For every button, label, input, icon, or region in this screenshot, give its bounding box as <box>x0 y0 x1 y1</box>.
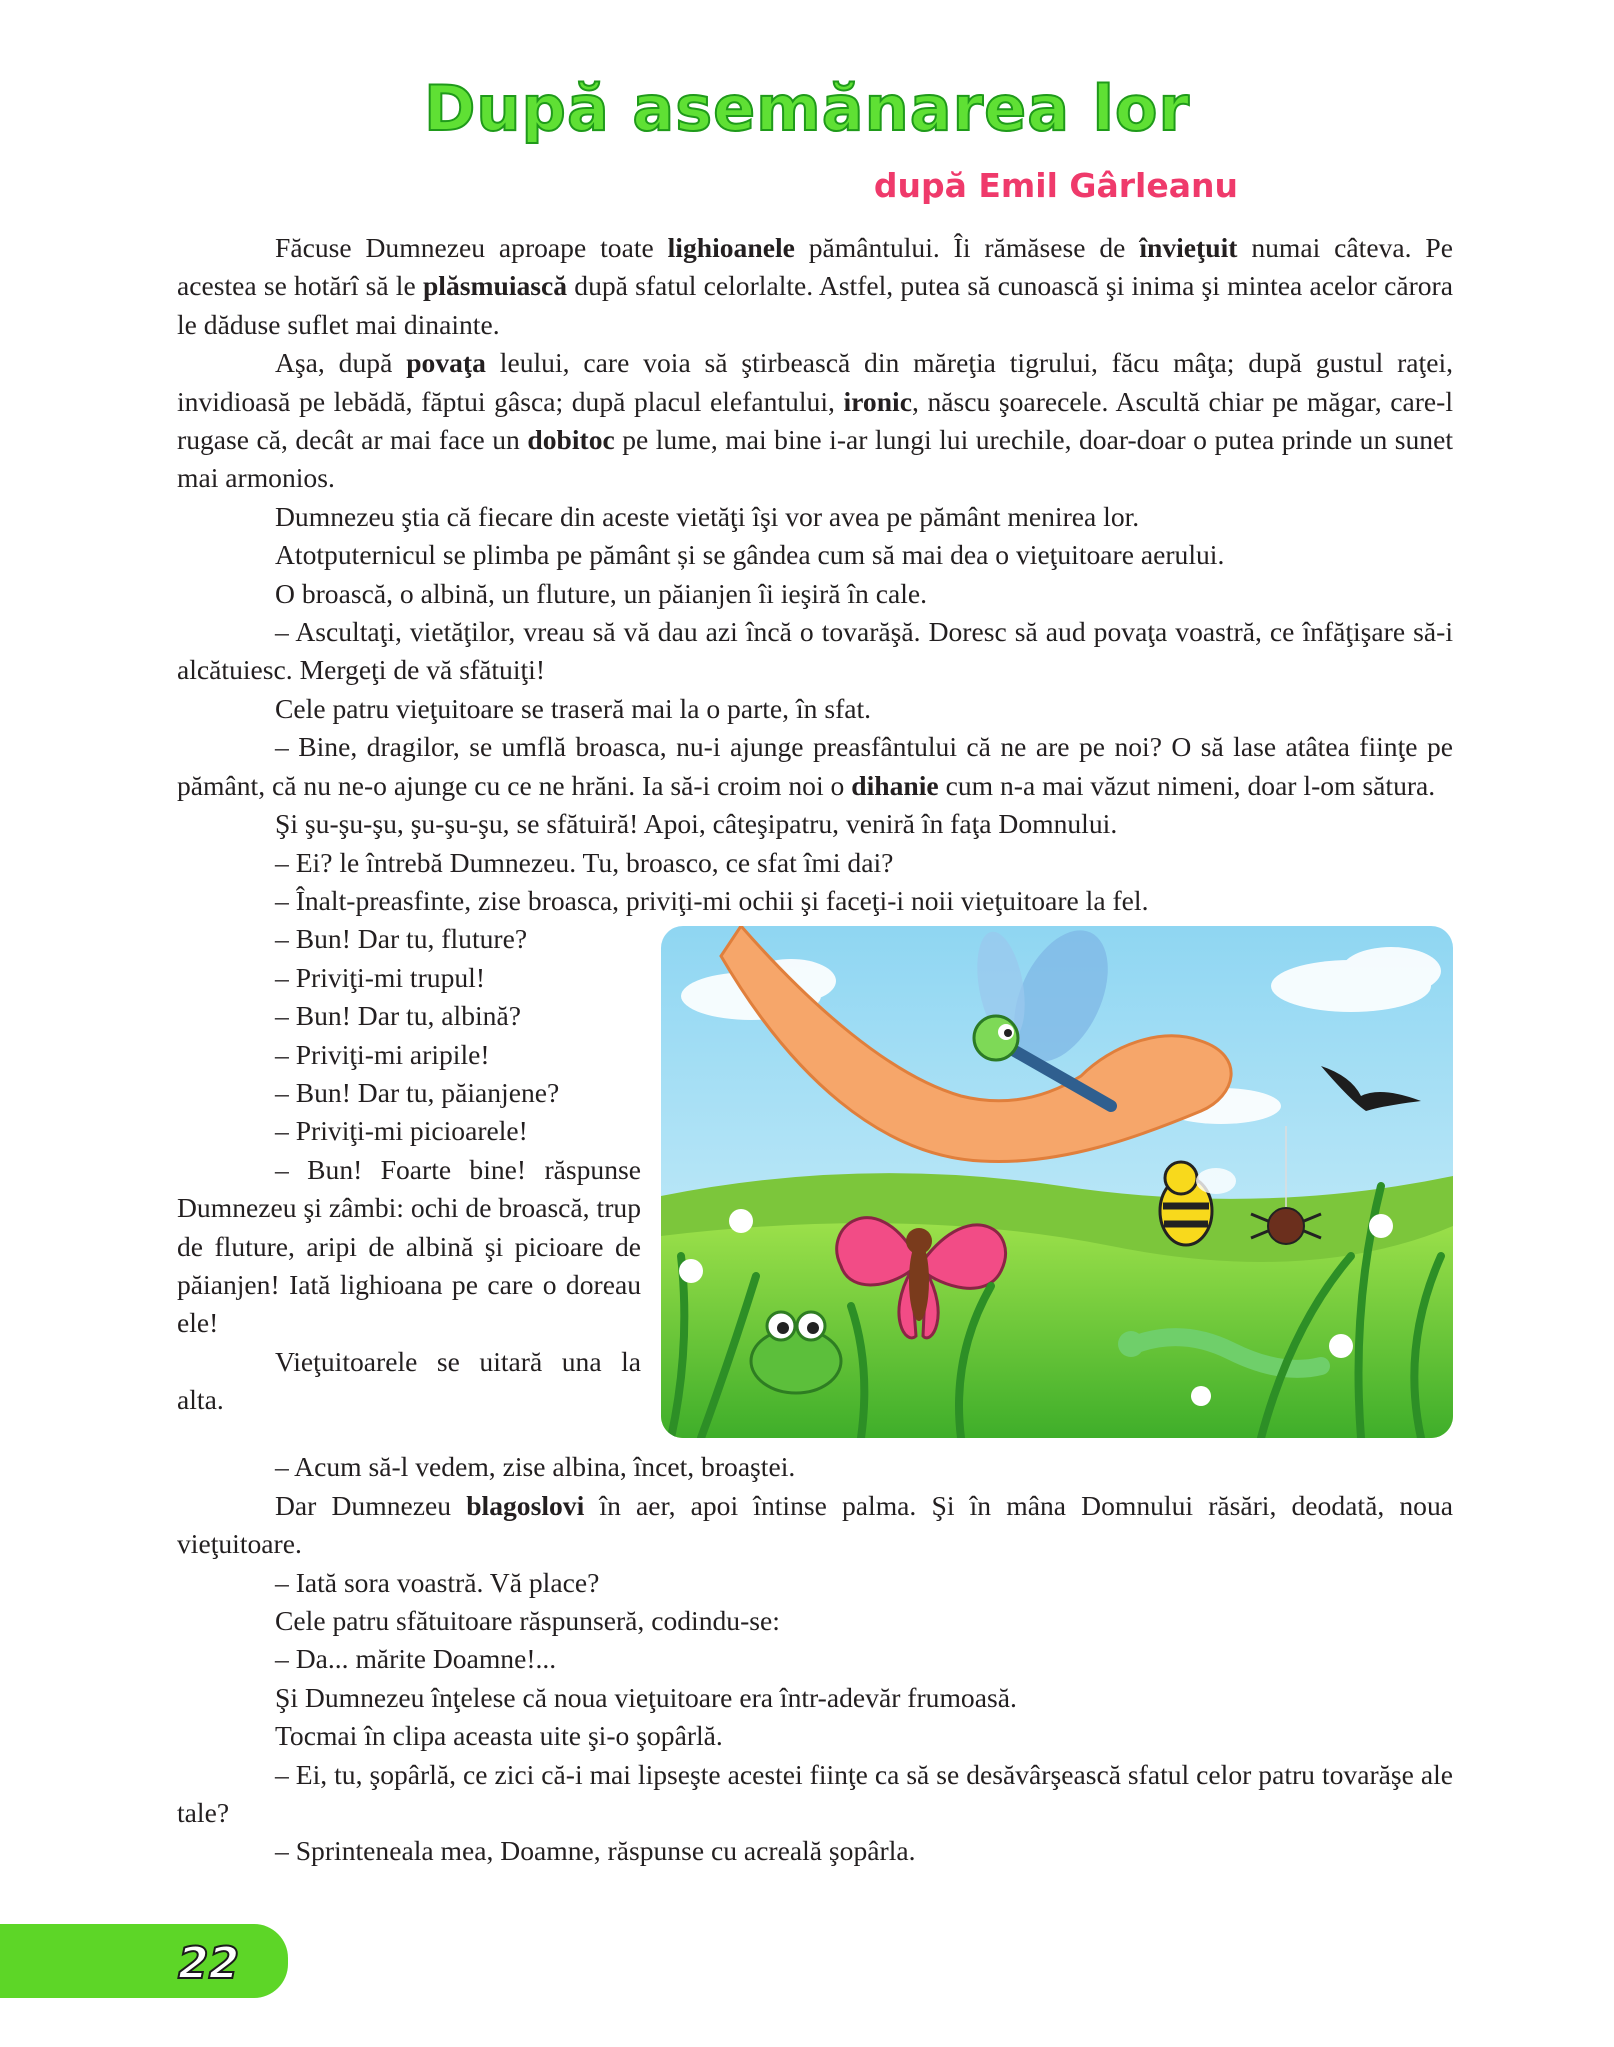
paragraph: Şi Dumnezeu înţelese că noua vieţuitoare era într-adevăr frumoasă. <box>275 1681 1017 1713</box>
paragraph: – Da... mărite Doamne!... <box>275 1643 557 1675</box>
paragraph: – Bun! Dar tu, albină? <box>275 1000 521 1032</box>
paragraph: Făcuse Dumnezeu aproape toate lighioanele pământului. Îi rămăsese de învieţuit numai câteva. Pe acestea se hotărî să le plăsmuiască după sfatul celorlalte. Astfel, putea să cunoască şi inima şi mintea acelor cărora le dăduse suflet mai dinainte. <box>177 232 1453 340</box>
page-title: După asemănarea lor <box>423 72 1191 145</box>
glossary-term: blagoslovi <box>466 1489 585 1521</box>
story-text <box>177 229 1453 1871</box>
paragraph: Şi şu-şu-şu, şu-şu-şu, se sfătuiră! Apoi, câteşipatru, veniră în faţa Domnului. <box>275 808 1118 840</box>
text-section-top <box>177 229 1453 920</box>
glossary-term: învieţuit <box>1139 232 1238 263</box>
paragraph: Aşa, după povaţa leului, care voia să ştirbească din măreţia tigrului, făcu mâţa; după gustul raţei, invidioasă pe lebădă, făptui gâsca; după placul elefantului, ironic, născu şoarecele. Ascultă chiar pe măgar, care-l rugase că, decât ar mai face un dobitoc pe lume, mai bine i-ar lungi lui urechile, doar-doar o putea prinde un sunet mai armonios. <box>177 347 1454 494</box>
paragraph: – Priviţi-mi aripile! <box>275 1038 490 1070</box>
paragraph: – Acum să-l vedem, zise albina, încet, broaştei. <box>275 1451 796 1483</box>
page-number-tab <box>0 1924 288 1998</box>
paragraph: – Ascultaţi, vietăţilor, vreau să vă dau azi încă o tovarăşă. Doresc să aud povaţa voastră, ce înfăţişare să-i alcătuiesc. Mergeţi de vă sfătuiţi! <box>177 616 1453 686</box>
paragraph: – Bun! Dar tu, păianjene? <box>275 1076 560 1108</box>
paragraph: Cele patru sfătuitoare răspunseră, codindu-se: <box>275 1604 780 1636</box>
glossary-term: ironic <box>843 385 912 417</box>
paragraph: – Priviţi-mi picioarele! <box>275 1115 528 1147</box>
paragraph: – Sprinteneala mea, Doamne, răspunse cu acreală şopârla. <box>275 1835 916 1867</box>
paragraph: Dumnezeu ştia că fiecare din aceste vietăţi îşi vor avea pe pământ menirea lor. <box>275 500 1140 532</box>
glossary-term: lighioanele <box>667 232 795 263</box>
glossary-term: dobitoc <box>527 424 615 456</box>
paragraph: Tocmai în clipa aceasta uite şi-o şopârlă. <box>275 1720 723 1752</box>
glossary-term: dihanie <box>851 769 939 801</box>
author-line: după Emil Gârleanu <box>873 166 1238 205</box>
paragraph: Dar Dumnezeu blagoslovi în aer, apoi întinse palma. Şi în mâna Domnului răsări, deodată, noua vieţuitoare. <box>177 1489 1453 1560</box>
text-section-bottom <box>177 1448 1453 1870</box>
paragraph: Atotputernicul se plimba pe pământ și se gândea cum să mai dea o vieţuitoare aerului. <box>275 539 1225 571</box>
paragraph: – Iată sora voastră. Vă place? <box>275 1566 600 1598</box>
glossary-term: plăsmuiască <box>422 270 568 302</box>
paragraph: – Bun! Dar tu, fluture? <box>275 923 528 955</box>
page-number: 22 <box>178 1938 240 1989</box>
illustration <box>661 926 1453 1438</box>
paragraph: – Bun! Foarte bine! răspunse Dumnezeu şi zâmbi: ochi de broască, trup de fluture, aripi de albină şi picioare de păianjen! Iată lighioana pe care o doreau ele! <box>177 1153 641 1339</box>
paragraph: – Ei, tu, şopârlă, ce zici că-i mai lipseşte acestei fiinţe ca să se desăvârşească sfatul celor patru tovarăşe ale tale? <box>177 1758 1453 1828</box>
paragraph: – Ei? le întrebă Dumnezeu. Tu, broasco, ce sfat îmi dai? <box>275 846 894 878</box>
glossary-term: povaţa <box>406 347 486 379</box>
paragraph: Cele patru vieţuitoare se traseră mai la o parte, în sfat. <box>275 692 872 724</box>
paragraph: O broască, o albină, un fluture, un păianjen îi ieşiră în cale. <box>275 577 928 609</box>
text-section-with-illustration <box>177 920 1453 1448</box>
paragraph: – Priviţi-mi trupul! <box>275 961 486 993</box>
paragraph: – Bine, dragilor, se umflă broasca, nu-i ajunge preasfântului că ne are pe noi? O să lase atâtea fiinţe pe pământ, că nu ne-o ajunge cu ce ne hrăni. Ia să-i croim noi o dihanie cum n-a mai văzut nimeni, doar l-om sătura. <box>177 731 1453 801</box>
paragraph: Vieţuitoarele se uitară una la alta. <box>177 1345 641 1416</box>
paragraph: – Înalt-preasfinte, zise broasca, priviţi-mi ochii şi faceţi-i noii vieţuitoare la fel. <box>275 884 1149 916</box>
